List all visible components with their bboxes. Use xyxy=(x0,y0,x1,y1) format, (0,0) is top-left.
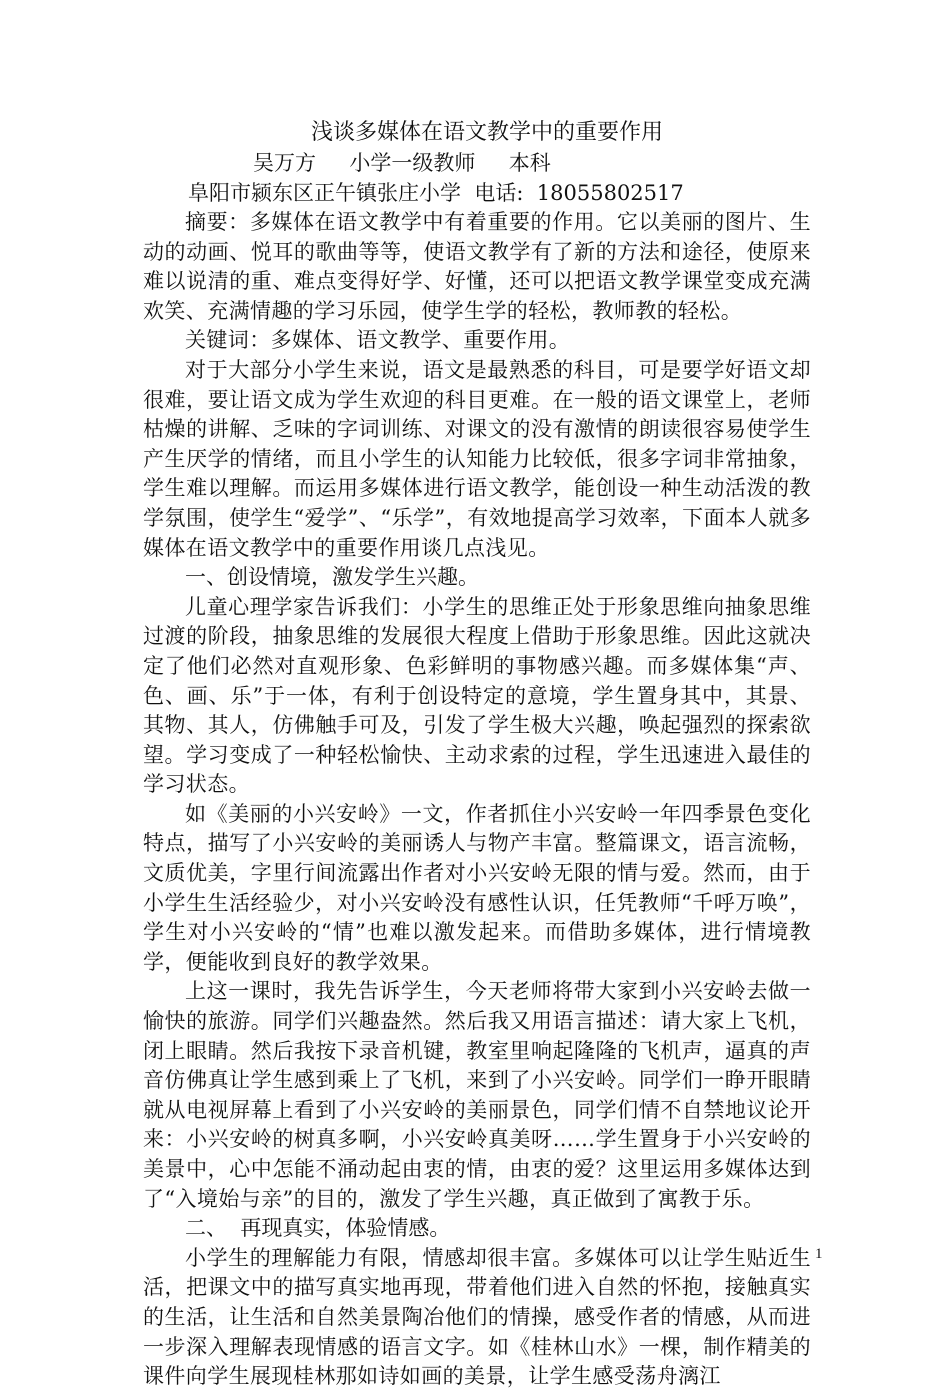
intro-paragraph: 对于大部分小学生来说，语文是最熟悉的科目，可是要学好语文却很难，要让语文成为学生欢迎的科目更难。在一般的语文课堂上，老师枯燥的讲解、乏味的字词训练、对课文的没有激情的朗读很容易使学生产生厌学的情绪，而且小学生的认知能力比较低，很多字词非常抽象，学生难以理解。而运用多媒体进行语文教学，能创设一种生动活泼的教学氛围，使学生“爱学”、“乐学”，有效地提高学习效率，下面本人就多媒体在语文教学中的重要作用谈几点浅见。 xyxy=(143,357,811,560)
contact-line: 阜阳市颍东区正午镇张庄小学 电话: 18055802517 xyxy=(188,181,684,205)
document-body xyxy=(143,118,811,1392)
abstract-paragraph: 摘要：多媒体在语文教学中有着重要的作用。它以美丽的图片、生动的动画、悦耳的歌曲等等，使语文教学有了新的方法和途径，使原来难以说清的重、难点变得好学、好懂，还可以把语文教学课堂变成充满欢笑、充满情趣的学习乐园，使学生学的轻松，教师教的轻松。 xyxy=(143,210,811,323)
section-heading-1: 一、创设情境，激发学生兴趣。 xyxy=(185,565,479,590)
author-line: 吴万方 小学一级教师 本科 xyxy=(253,151,551,175)
body-paragraph: 儿童心理学家告诉我们：小学生的思维正处于形象思维向抽象思维过渡的阶段，抽象思维的发展很大程度上借助于形象思维。因此这就决定了他们必然对直观形象、色彩鲜明的事物感兴趣。而多媒体集“声、色、画、乐”于一体，有利于创设特定的意境，学生置身其中，其景、其物、其人，仿佛触手可及，引发了学生极大兴趣，唤起强烈的探索欲望。学习变成了一种轻松愉快、主动求索的过程，学生迅速进入最佳的学习状态。 xyxy=(143,594,811,797)
body-paragraph: 小学生的理解能力有限，情感却很丰富。多媒体可以让学生贴近生活，把课文中的描写真实地再现，带着他们进入自然的怀抱，接触真实的生活，让生活和自然美景陶冶他们的情操，感受作者的情感，从而进一步深入理解表现情感的语言文字。如《桂林山水》一棵，制作精美的课件向学生展现桂林那如诗如画的美景，让学生感受荡舟漓江 xyxy=(143,1245,811,1389)
page-number: 1 xyxy=(815,1246,823,1262)
document-title: 浅谈多媒体在语文教学中的重要作用 xyxy=(310,120,663,145)
section-heading-2: 二、 再现真实，体验情感。 xyxy=(185,1216,451,1241)
body-paragraph: 上这一课时，我先告诉学生，今天老师将带大家到小兴安岭去做一愉快的旅游。同学们兴趣盎然。然后我又用语言描述：请大家上飞机，闭上眼睛。然后我按下录音机键，教室里响起隆隆的飞机声，逼真的声音仿佛真让学生感到乘上了飞机，来到了小兴安岭。同学们一睁开眼睛就从电视屏幕上看到了小兴安岭的美丽景色，同学们情不自禁地议论开来：小兴安岭的树真多啊，小兴安岭真美呀……学生置身于小兴安岭的美景中，心中怎能不涌动起由衷的情，由衷的爱？这里运用多媒体达到了“入境始与亲”的目的，激发了学生兴趣，真正做到了寓教于乐。 xyxy=(143,979,811,1211)
body-paragraph: 如《美丽的小兴安岭》一文，作者抓住小兴安岭一年四季景色变化特点，描写了小兴安岭的美丽诱人与物产丰富。整篇课文，语言流畅，文质优美，字里行间流露出作者对小兴安岭无限的情与爱。然而，由于小学生生活经验少，对小兴安岭没有感性认识，任凭教师“千呼万唤”，学生对小兴安岭的“情”也难以激发起来。而借助多媒体，进行情境教学，便能收到良好的教学效果。 xyxy=(143,801,811,974)
keywords-paragraph: 关键词：多媒体、语文教学、重要作用。 xyxy=(185,328,571,353)
